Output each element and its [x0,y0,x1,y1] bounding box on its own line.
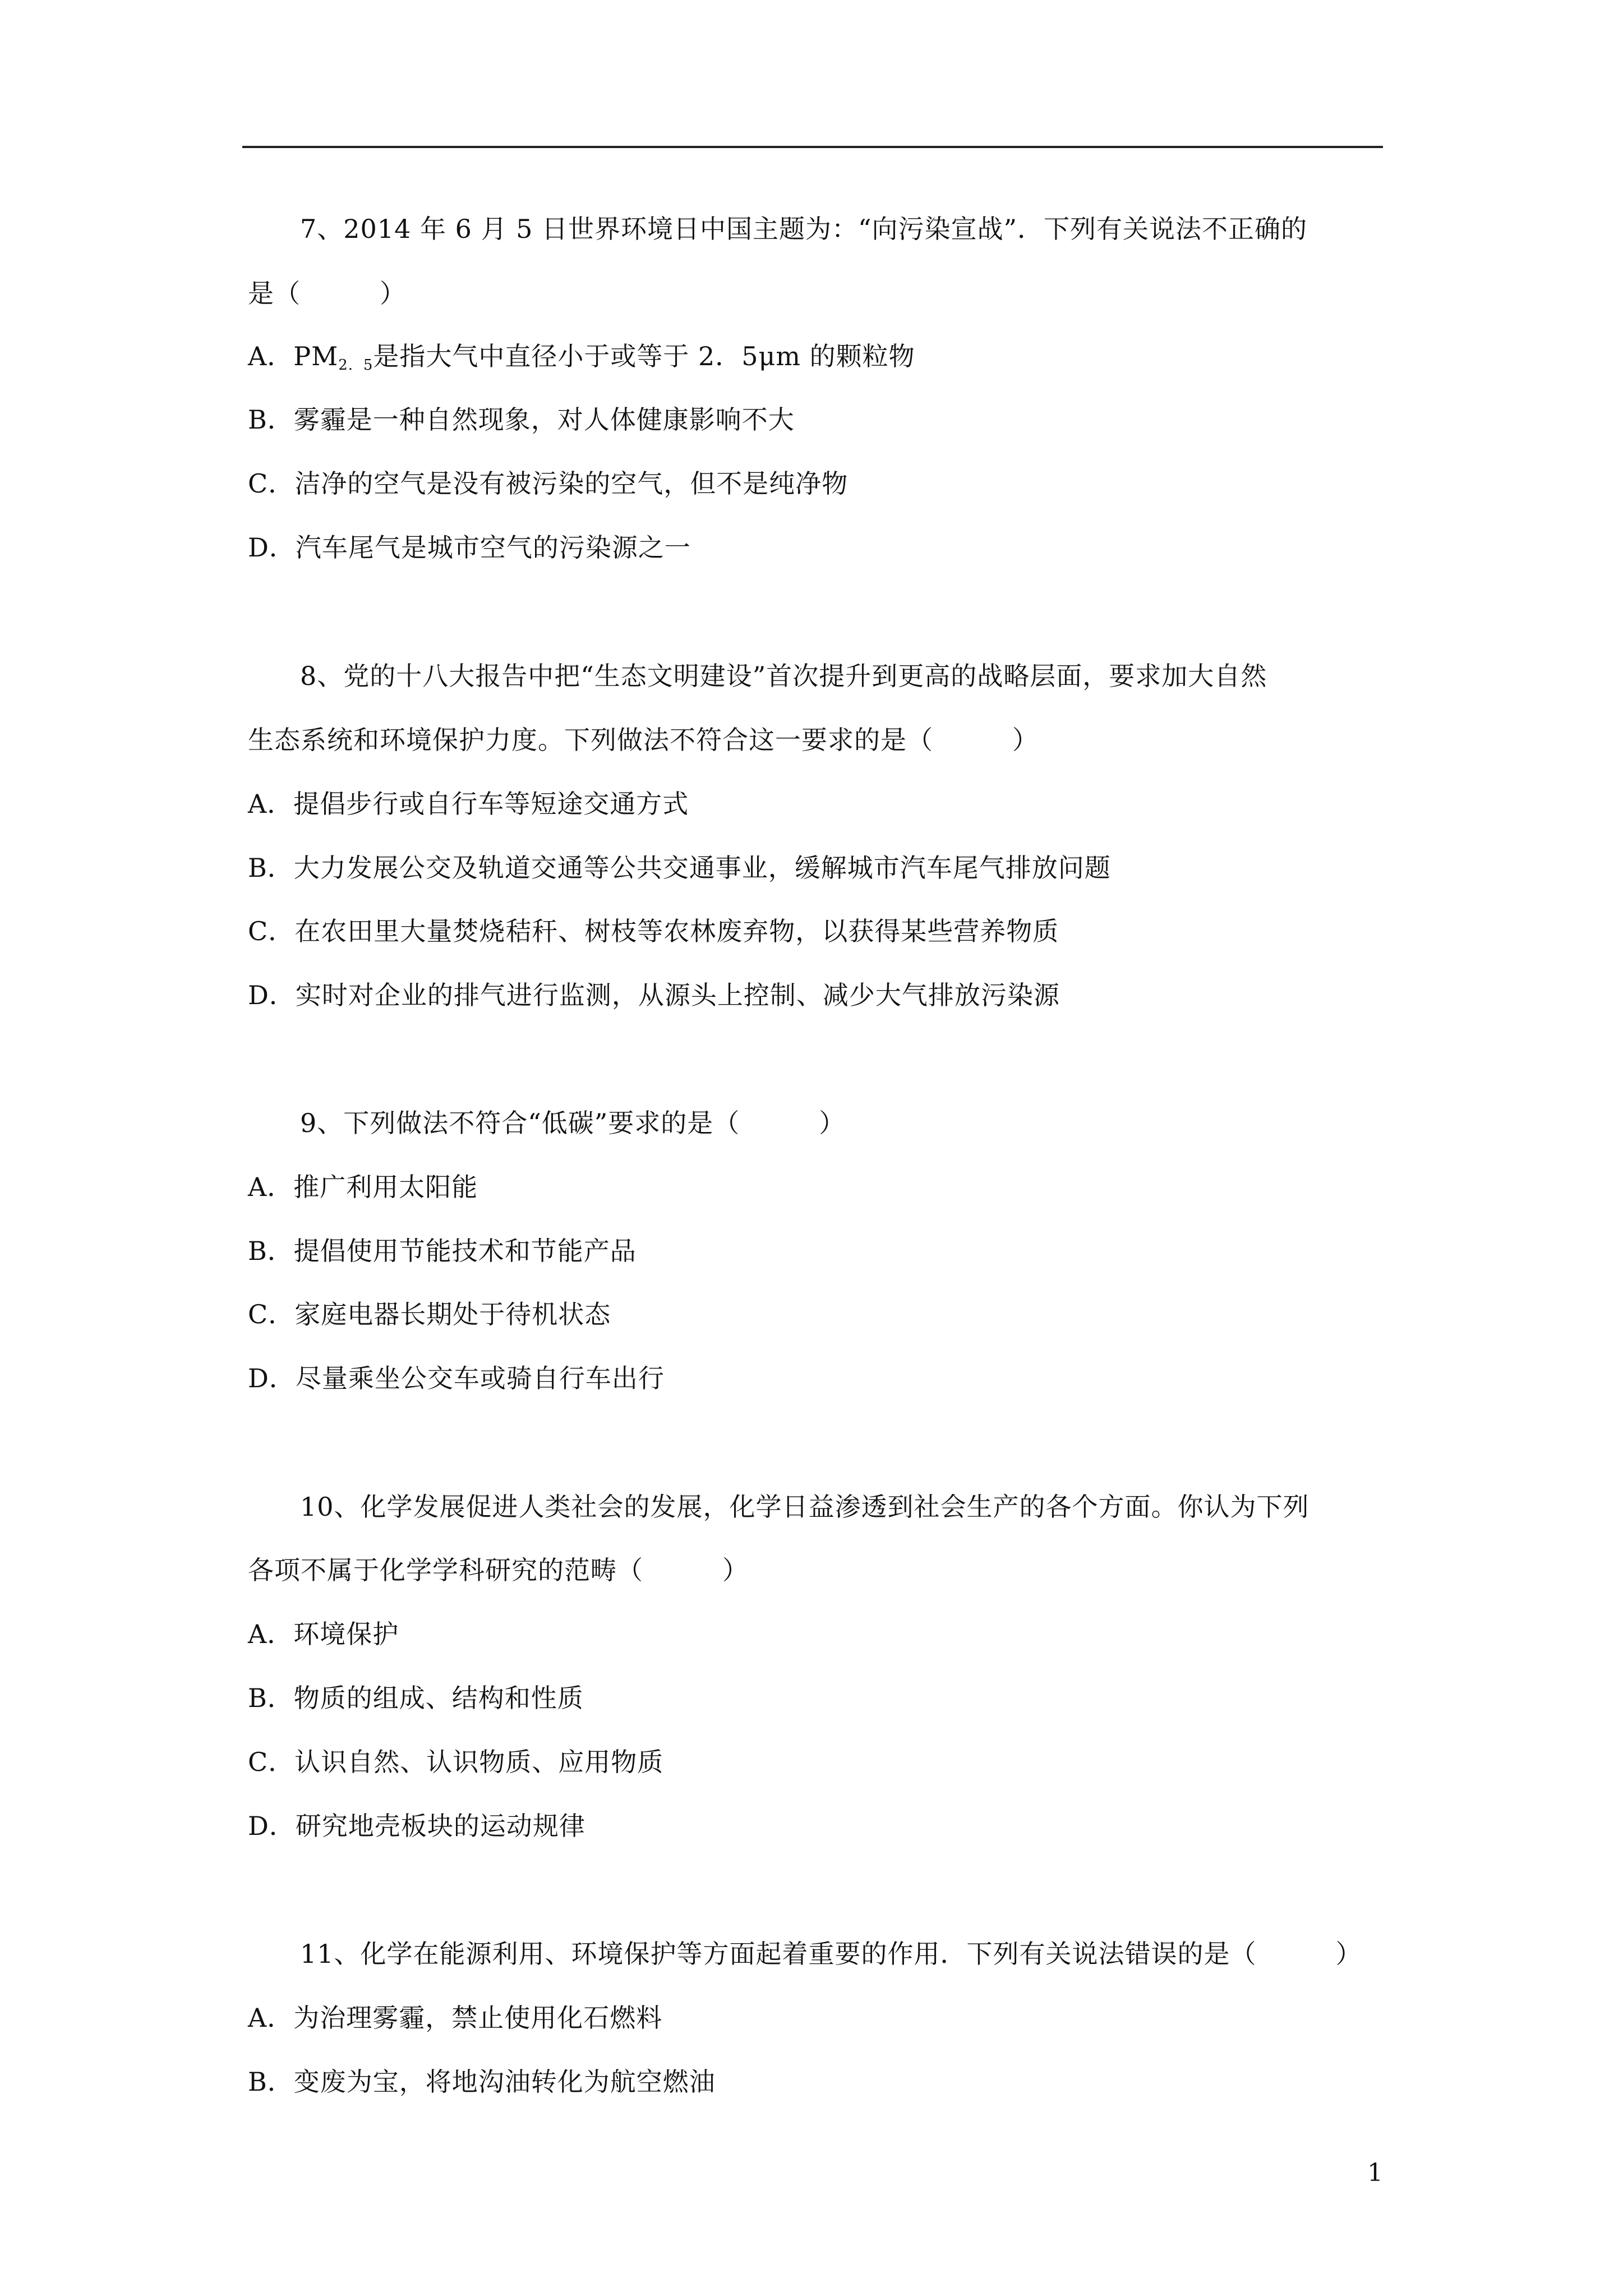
q8-option-c: C．在农田里大量焚烧秸秆、树枝等农林废弃物，以获得某些营养物质 [248,916,1059,946]
q7-option-a-post: 是指大气中直径小于或等于 2．5μm 的颗粒物 [373,341,915,371]
q8-option-b: B．大力发展公交及轨道交通等公共交通事业，缓解城市汽车尾气排放问题 [248,853,1111,883]
q7-stem-line1: 7、2014 年 6 月 5 日世界环境日中国主题为：“向污染宣战”．下列有关说法不正确的 [300,214,1308,244]
q9-option-c: C．家庭电器长期处于待机状态 [248,1299,611,1329]
q10-option-b: B．物质的组成、结构和性质 [248,1683,584,1713]
q8-stem-line2: 生态系统和环境保护力度。下列做法不符合这一要求的是（ ） [248,725,1039,755]
q9-option-b: B．提倡使用节能技术和节能产品 [248,1236,637,1266]
q7-option-d: D．汽车尾气是城市空气的污染源之一 [248,532,691,563]
q7-option-a-pre: A．PM [248,341,339,371]
q8-stem-line1: 8、党的十八大报告中把“生态文明建设”首次提升到更高的战略层面，要求加大自然 [300,661,1267,691]
header-rule [242,146,1383,148]
q8-option-a: A．提倡步行或自行车等短途交通方式 [248,789,689,819]
q7-option-b: B．雾霾是一种自然现象，对人体健康影响不大 [248,404,795,435]
q9-stem: 9、下列做法不符合“低碳”要求的是（ ） [300,1108,846,1138]
q9-option-d: D．尽量乘坐公交车或骑自行车出行 [248,1363,665,1393]
q7-stem-line2: 是（ ） [248,278,406,309]
q8-option-d: D．实时对企业的排气进行监测，从源头上控制、减少大气排放污染源 [248,980,1060,1010]
q11-option-a: A．为治理雾霾，禁止使用化石燃料 [248,2003,663,2033]
q10-option-c: C．认识自然、认识物质、应用物质 [248,1747,664,1777]
q10-option-a: A．环境保护 [248,1619,399,1649]
q9-option-a: A．推广利用太阳能 [248,1172,478,1202]
q10-stem-line2: 各项不属于化学学科研究的范畴（ ） [248,1555,749,1585]
q7-option-a-subscript: 2．5 [338,357,374,374]
q10-option-d: D．研究地壳板块的运动规律 [248,1811,585,1841]
q11-stem: 11、化学在能源利用、环境保护等方面起着重要的作用．下列有关说法错误的是（ ） [300,1939,1362,1969]
q7-option-c: C．洁净的空气是没有被污染的空气，但不是纯净物 [248,468,849,499]
page-number: 1 [1367,2159,1383,2187]
q7-option-a [248,339,915,373]
q11-option-b: B．变废为宝，将地沟油转化为航空燃油 [248,2067,716,2097]
q10-stem-line1: 10、化学发展促进人类社会的发展，化学日益渗透到社会生产的各个方面。你认为下列 [300,1492,1310,1522]
